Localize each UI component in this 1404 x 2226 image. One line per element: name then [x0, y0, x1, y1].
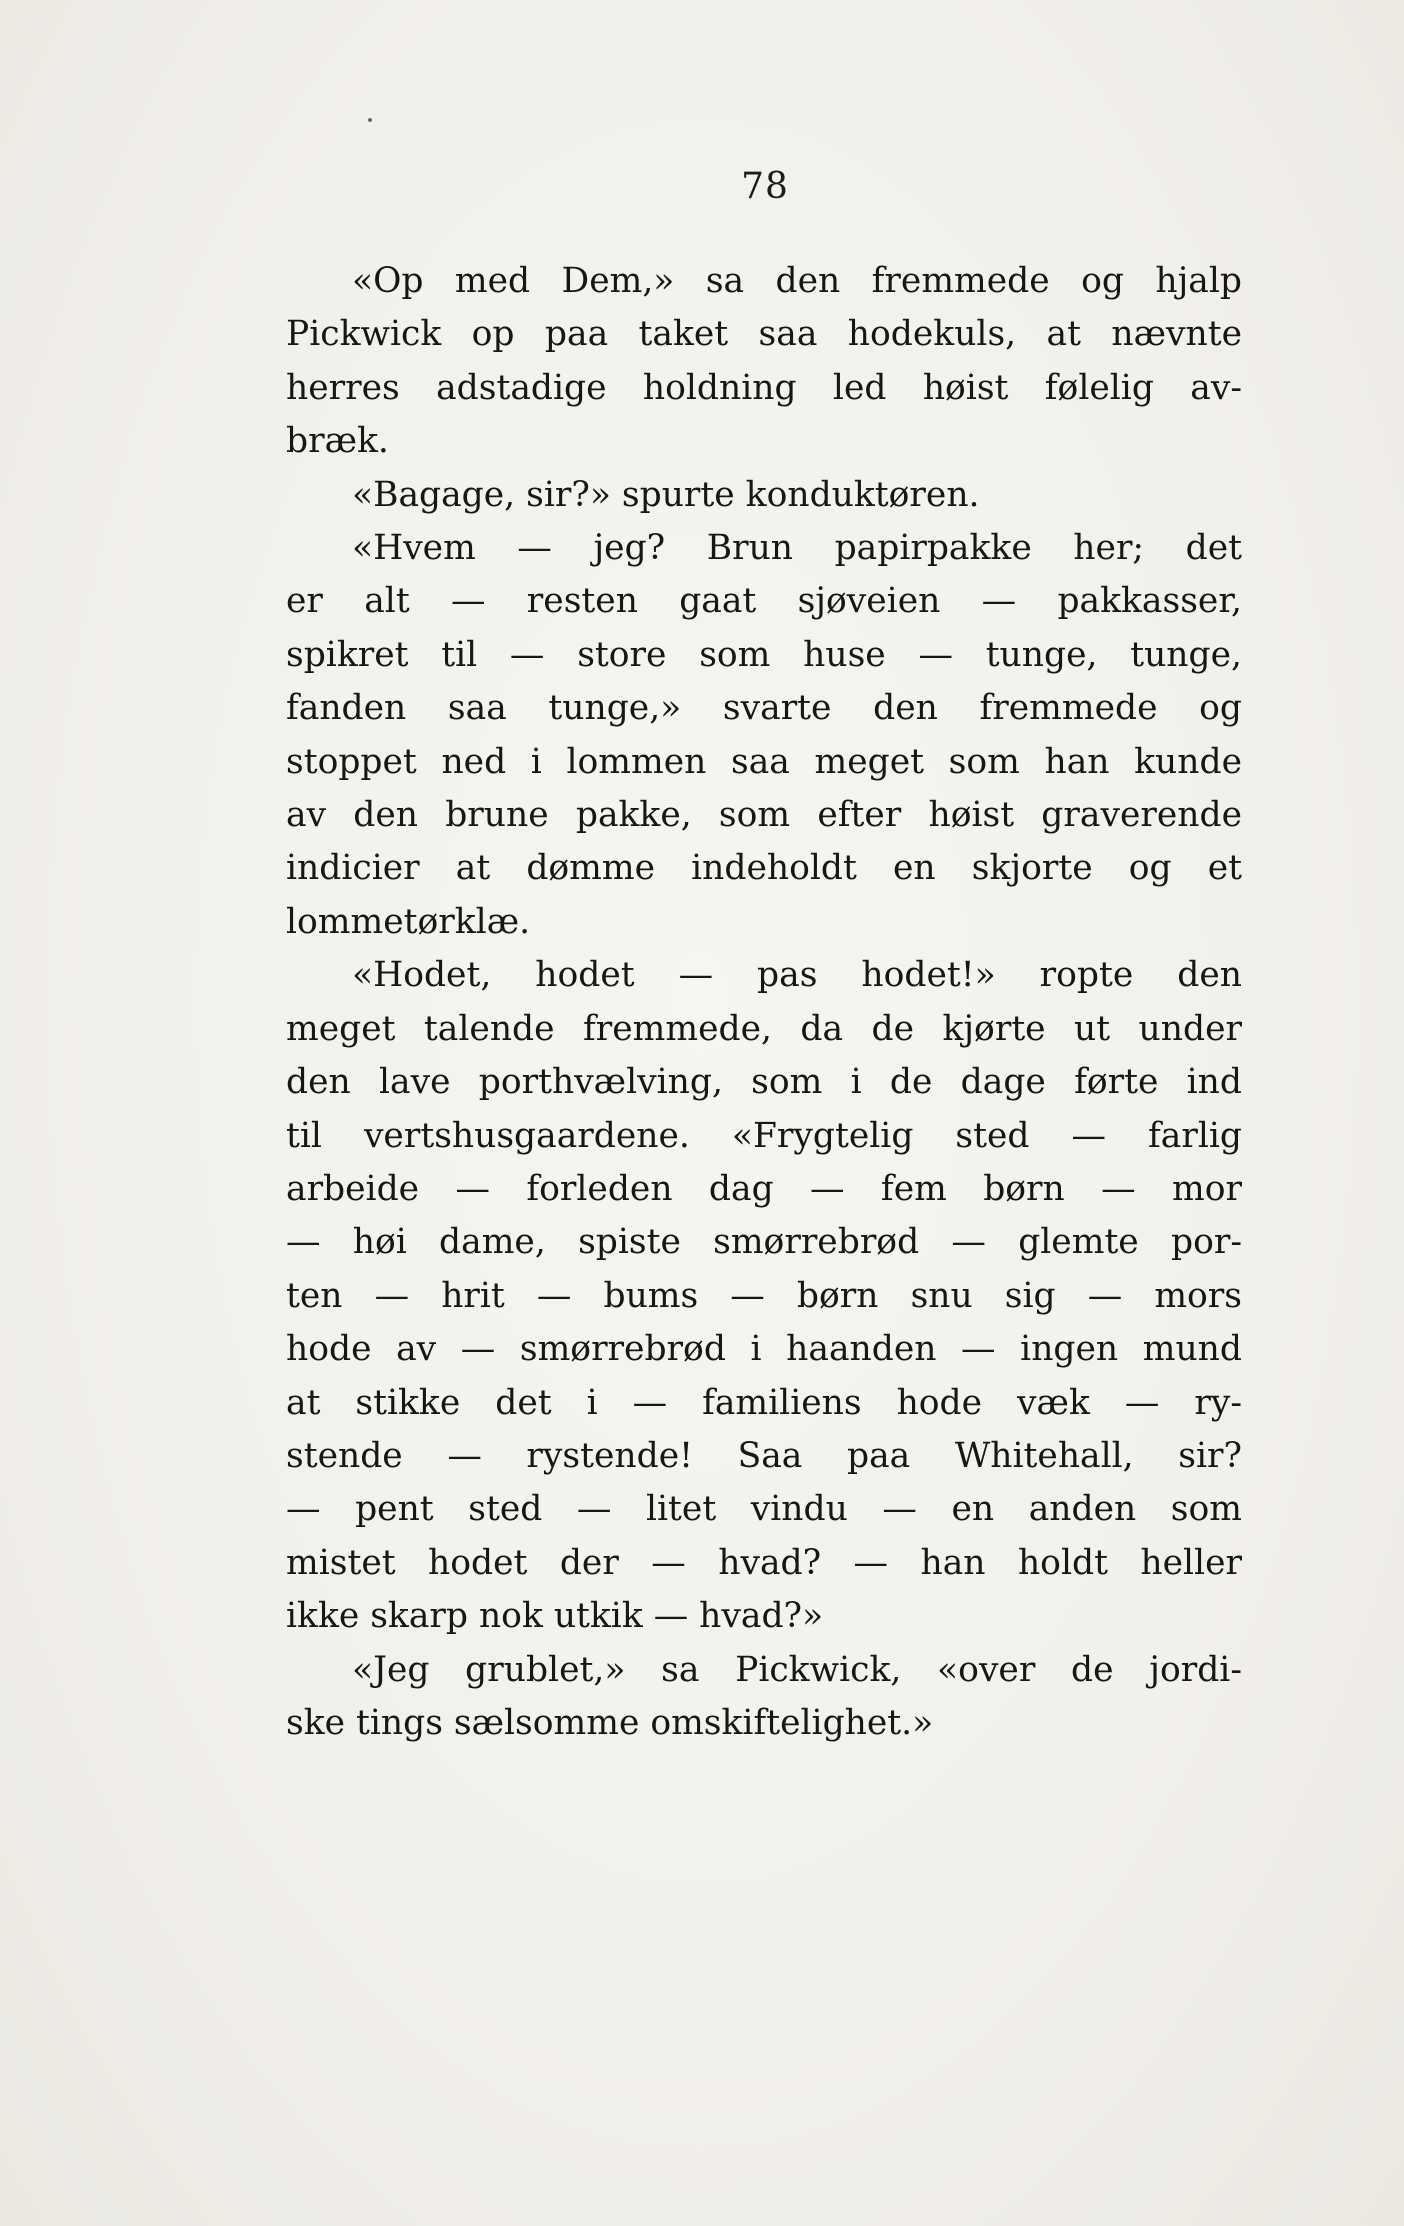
text-line: — pent sted — litet vindu — en anden som: [286, 1489, 1242, 1530]
text-line: ikke skarp nok utkik — hvad?»: [286, 1596, 824, 1637]
text-line: den lave porthvælving, som i de dage førte ind: [286, 1062, 1242, 1103]
text-line: «Bagage, sir?» spurte konduktøren.: [352, 474, 980, 515]
text-line: Pickwick op paa taket saa hodekuls, at nævnte: [286, 314, 1242, 355]
text-line: at stikke det i — familiens hode væk — ry-: [286, 1382, 1242, 1423]
text-line: er alt — resten gaat sjøveien — pakkasser,: [286, 581, 1242, 622]
text-line: hode av — smørrebrød i haanden — ingen mund: [286, 1329, 1242, 1370]
text-line: stende — rystende! Saa paa Whitehall, sir?: [286, 1435, 1242, 1476]
text-line: «Hodet, hodet — pas hodet!» ropte den: [352, 955, 1242, 996]
text-line: lommetørklæ.: [286, 901, 531, 942]
paragraph: [286, 949, 1242, 1643]
ink-speck: [368, 118, 372, 122]
paragraph: [286, 1644, 1242, 1751]
text-line: bræk.: [286, 421, 389, 462]
text-line: — høi dame, spiste smørrebrød — glemte por-: [286, 1222, 1242, 1263]
text-line: indicier at dømme indeholdt en skjorte og et: [286, 848, 1242, 889]
text-line: ten — hrit — bums — børn snu sig — mors: [286, 1275, 1242, 1316]
text-line: ske tings sælsomme omskiftelighet.»: [286, 1702, 934, 1743]
text-line: «Op med Dem,» sa den fremmede og hjalp: [352, 261, 1242, 301]
page-number: 78: [741, 166, 789, 207]
text-line: til vertshusgaardene. «Frygtelig sted — farlig: [286, 1115, 1242, 1156]
text-line: spikret til — store som huse — tunge, tunge,: [286, 634, 1242, 675]
text-line: av den brune pakke, som efter høist graverende: [286, 795, 1242, 836]
text-line: herres adstadige holdning led høist følelig av-: [286, 367, 1242, 408]
text-line: fanden saa tunge,» svarte den fremmede og: [286, 688, 1242, 729]
paragraph: [286, 522, 1242, 949]
text-line: stoppet ned i lommen saa meget som han kunde: [286, 741, 1242, 782]
text-line: meget talende fremmede, da de kjørte ut under: [286, 1008, 1242, 1049]
paragraph: [286, 255, 1242, 469]
text-line: mistet hodet der — hvad? — han holdt heller: [286, 1542, 1242, 1583]
text-line: arbeide — forleden dag — fem børn — mor: [286, 1168, 1242, 1209]
body-text: [286, 255, 1242, 1750]
text-line: «Jeg grublet,» sa Pickwick, «over de jordi-: [352, 1649, 1242, 1690]
text-line: «Hvem — jeg? Brun papirpakke her; det: [352, 528, 1242, 569]
paragraph: [286, 469, 1242, 522]
